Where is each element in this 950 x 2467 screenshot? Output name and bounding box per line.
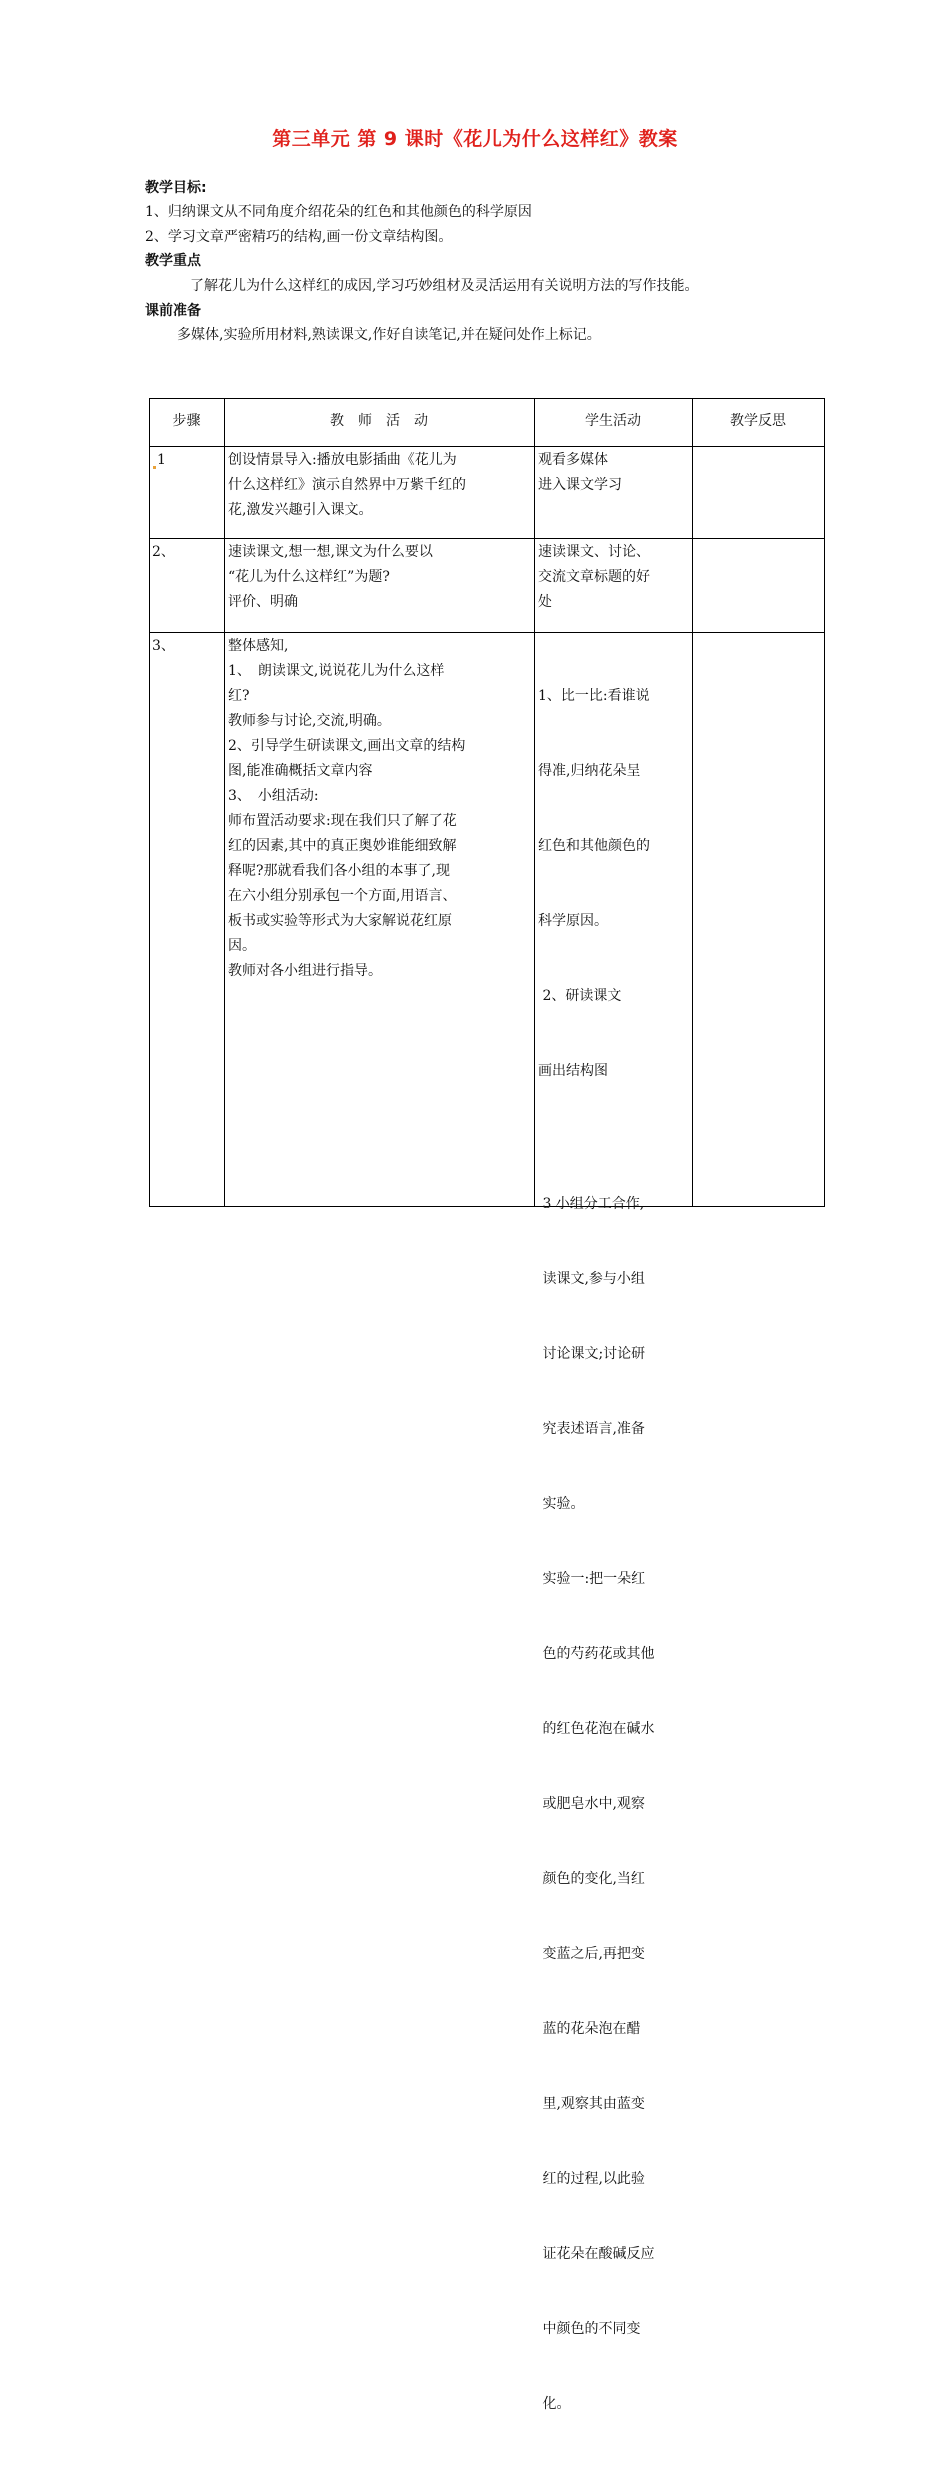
preparation-text: 多媒体,实验所用材料,熟读课文,作好自读笔记,并在疑问处作上标记。 [177, 327, 601, 343]
text-line: 实验一:把一朵红 [538, 1571, 646, 1587]
page-title: 第三单元 第 9 课时《花儿为什么这样红》教案 [272, 128, 678, 150]
header-reflection: 教学反思 [730, 413, 786, 429]
text-line: 里,观察其由蓝变 [538, 2096, 645, 2112]
header-step: 步骤 [172, 413, 201, 429]
row-1-step [152, 448, 166, 473]
objectives-heading: 教学目标: [145, 180, 207, 196]
row-3-teacher [228, 634, 528, 984]
table-border-right [824, 398, 825, 1207]
text-line: 进入课文学习 [538, 477, 622, 493]
text-line: 板书或实验等形式为大家解说花红原 [228, 913, 452, 929]
text-line: “花儿为什么这样红”为题? [228, 569, 390, 585]
text-line: 整体感知, [228, 638, 289, 654]
text-line: 证花朵在酸碱反应 [538, 2246, 655, 2262]
text-line: 因。 [228, 938, 256, 954]
text-line: 颜色的变化,当红 [538, 1871, 645, 1887]
table-row-divider [149, 538, 825, 539]
text-line: 变蓝之后,再把变 [538, 1946, 645, 1962]
row-3-student [538, 634, 690, 2467]
mark-dot [153, 466, 156, 469]
table-col-divider [692, 398, 693, 1207]
text-line: 色的芍药花或其他 [538, 1646, 655, 1662]
text-line: 红? [228, 688, 250, 704]
text-line: 1、 朗读课文,说说花儿为什么这样 [228, 663, 445, 679]
text-line: 化。 [538, 2396, 571, 2412]
table-border-top [149, 398, 825, 399]
header-student-activity: 学生活动 [585, 413, 641, 429]
text-line: 教师对各小组进行指导。 [228, 963, 382, 979]
text-line: 师布置活动要求:现在我们只了解了花 [228, 813, 457, 829]
text-line: 图,能准确概括文章内容 [228, 763, 373, 779]
text-line [538, 1134, 690, 1142]
text-line: 红的过程,以此验 [538, 2171, 645, 2187]
text-line: 什么这样红》演示自然界中万紫千红的 [228, 477, 466, 493]
text-line: 得准,归纳花朵呈 [538, 763, 641, 779]
text-line: 处 [538, 594, 552, 610]
text-line: 3 小组分工合作, [538, 1196, 645, 1212]
table-row-divider [149, 446, 825, 447]
objective-item-1: 1、归纳课文从不同角度介绍花朵的红色和其他颜色的科学原因 [145, 204, 532, 220]
table-row-divider [149, 632, 825, 633]
text-line: 在六小组分别承包一个方面,用语言、 [228, 888, 457, 904]
text-line: 蓝的花朵泡在醋 [538, 2021, 641, 2037]
text-line: 观看多媒体 [538, 452, 608, 468]
text-line: 交流文章标题的好 [538, 569, 650, 585]
row-2-teacher [228, 540, 528, 615]
text-line: 读课文,参与小组 [538, 1271, 645, 1287]
text-line: 释呢?那就看我们各小组的本事了,现 [228, 863, 450, 879]
table-col-divider [534, 398, 535, 1207]
key-points-heading: 教学重点 [145, 253, 201, 269]
text-line: 或肥皂水中,观察 [538, 1796, 645, 1812]
preparation-heading: 课前准备 [145, 303, 201, 319]
text-line: 教师参与讨论,交流,明确。 [228, 713, 391, 729]
text-line: 实验。 [538, 1496, 585, 1512]
text-line: 速读课文,想一想,课文为什么要以 [228, 544, 433, 560]
text-line: 速读课文、讨论、 [538, 544, 650, 560]
lesson-table [149, 398, 825, 2412]
row-1-teacher [228, 448, 528, 523]
row-1-student [538, 448, 690, 498]
header-teacher-activity: 教 师 活 动 [330, 413, 428, 429]
text-line: 讨论课文;讨论研 [538, 1346, 646, 1362]
table-border-bottom [149, 1206, 825, 1207]
text-line: 花,激发兴趣引入课文。 [228, 502, 373, 518]
text-line: 科学原因。 [538, 913, 608, 929]
text-line: 的红色花泡在碱水 [538, 1721, 655, 1737]
row-2-step: 2、 [152, 544, 175, 560]
text-line: 中颜色的不同变 [538, 2321, 641, 2337]
text-line: 评价、明确 [228, 594, 298, 610]
text-line: 红的因素,其中的真正奥妙谁能细致解 [228, 838, 457, 854]
row-1-step-text: 1 [157, 452, 166, 468]
key-points-text: 了解花儿为什么这样红的成因,学习巧妙组材及灵活运用有关说明方法的写作技能。 [190, 278, 699, 294]
text-line: 红色和其他颜色的 [538, 838, 650, 854]
text-line: 3、 小组活动: [228, 788, 319, 804]
table-col-divider [224, 398, 225, 1207]
objective-item-2: 2、学习文章严密精巧的结构,画一份文章结构图。 [145, 229, 453, 245]
text-line: 究表述语言,准备 [538, 1421, 645, 1437]
text-line: 画出结构图 [538, 1063, 608, 1079]
row-2-student [538, 540, 690, 615]
table-border-left [149, 398, 150, 1207]
text-line: 2、研读课文 [538, 988, 622, 1004]
text-line: 创设情景导入:播放电影插曲《花儿为 [228, 452, 457, 468]
row-3-step: 3、 [152, 638, 175, 654]
text-line: 1、比一比:看谁说 [538, 688, 650, 704]
text-line: 2、引导学生研读课文,画出文章的结构 [228, 738, 466, 754]
